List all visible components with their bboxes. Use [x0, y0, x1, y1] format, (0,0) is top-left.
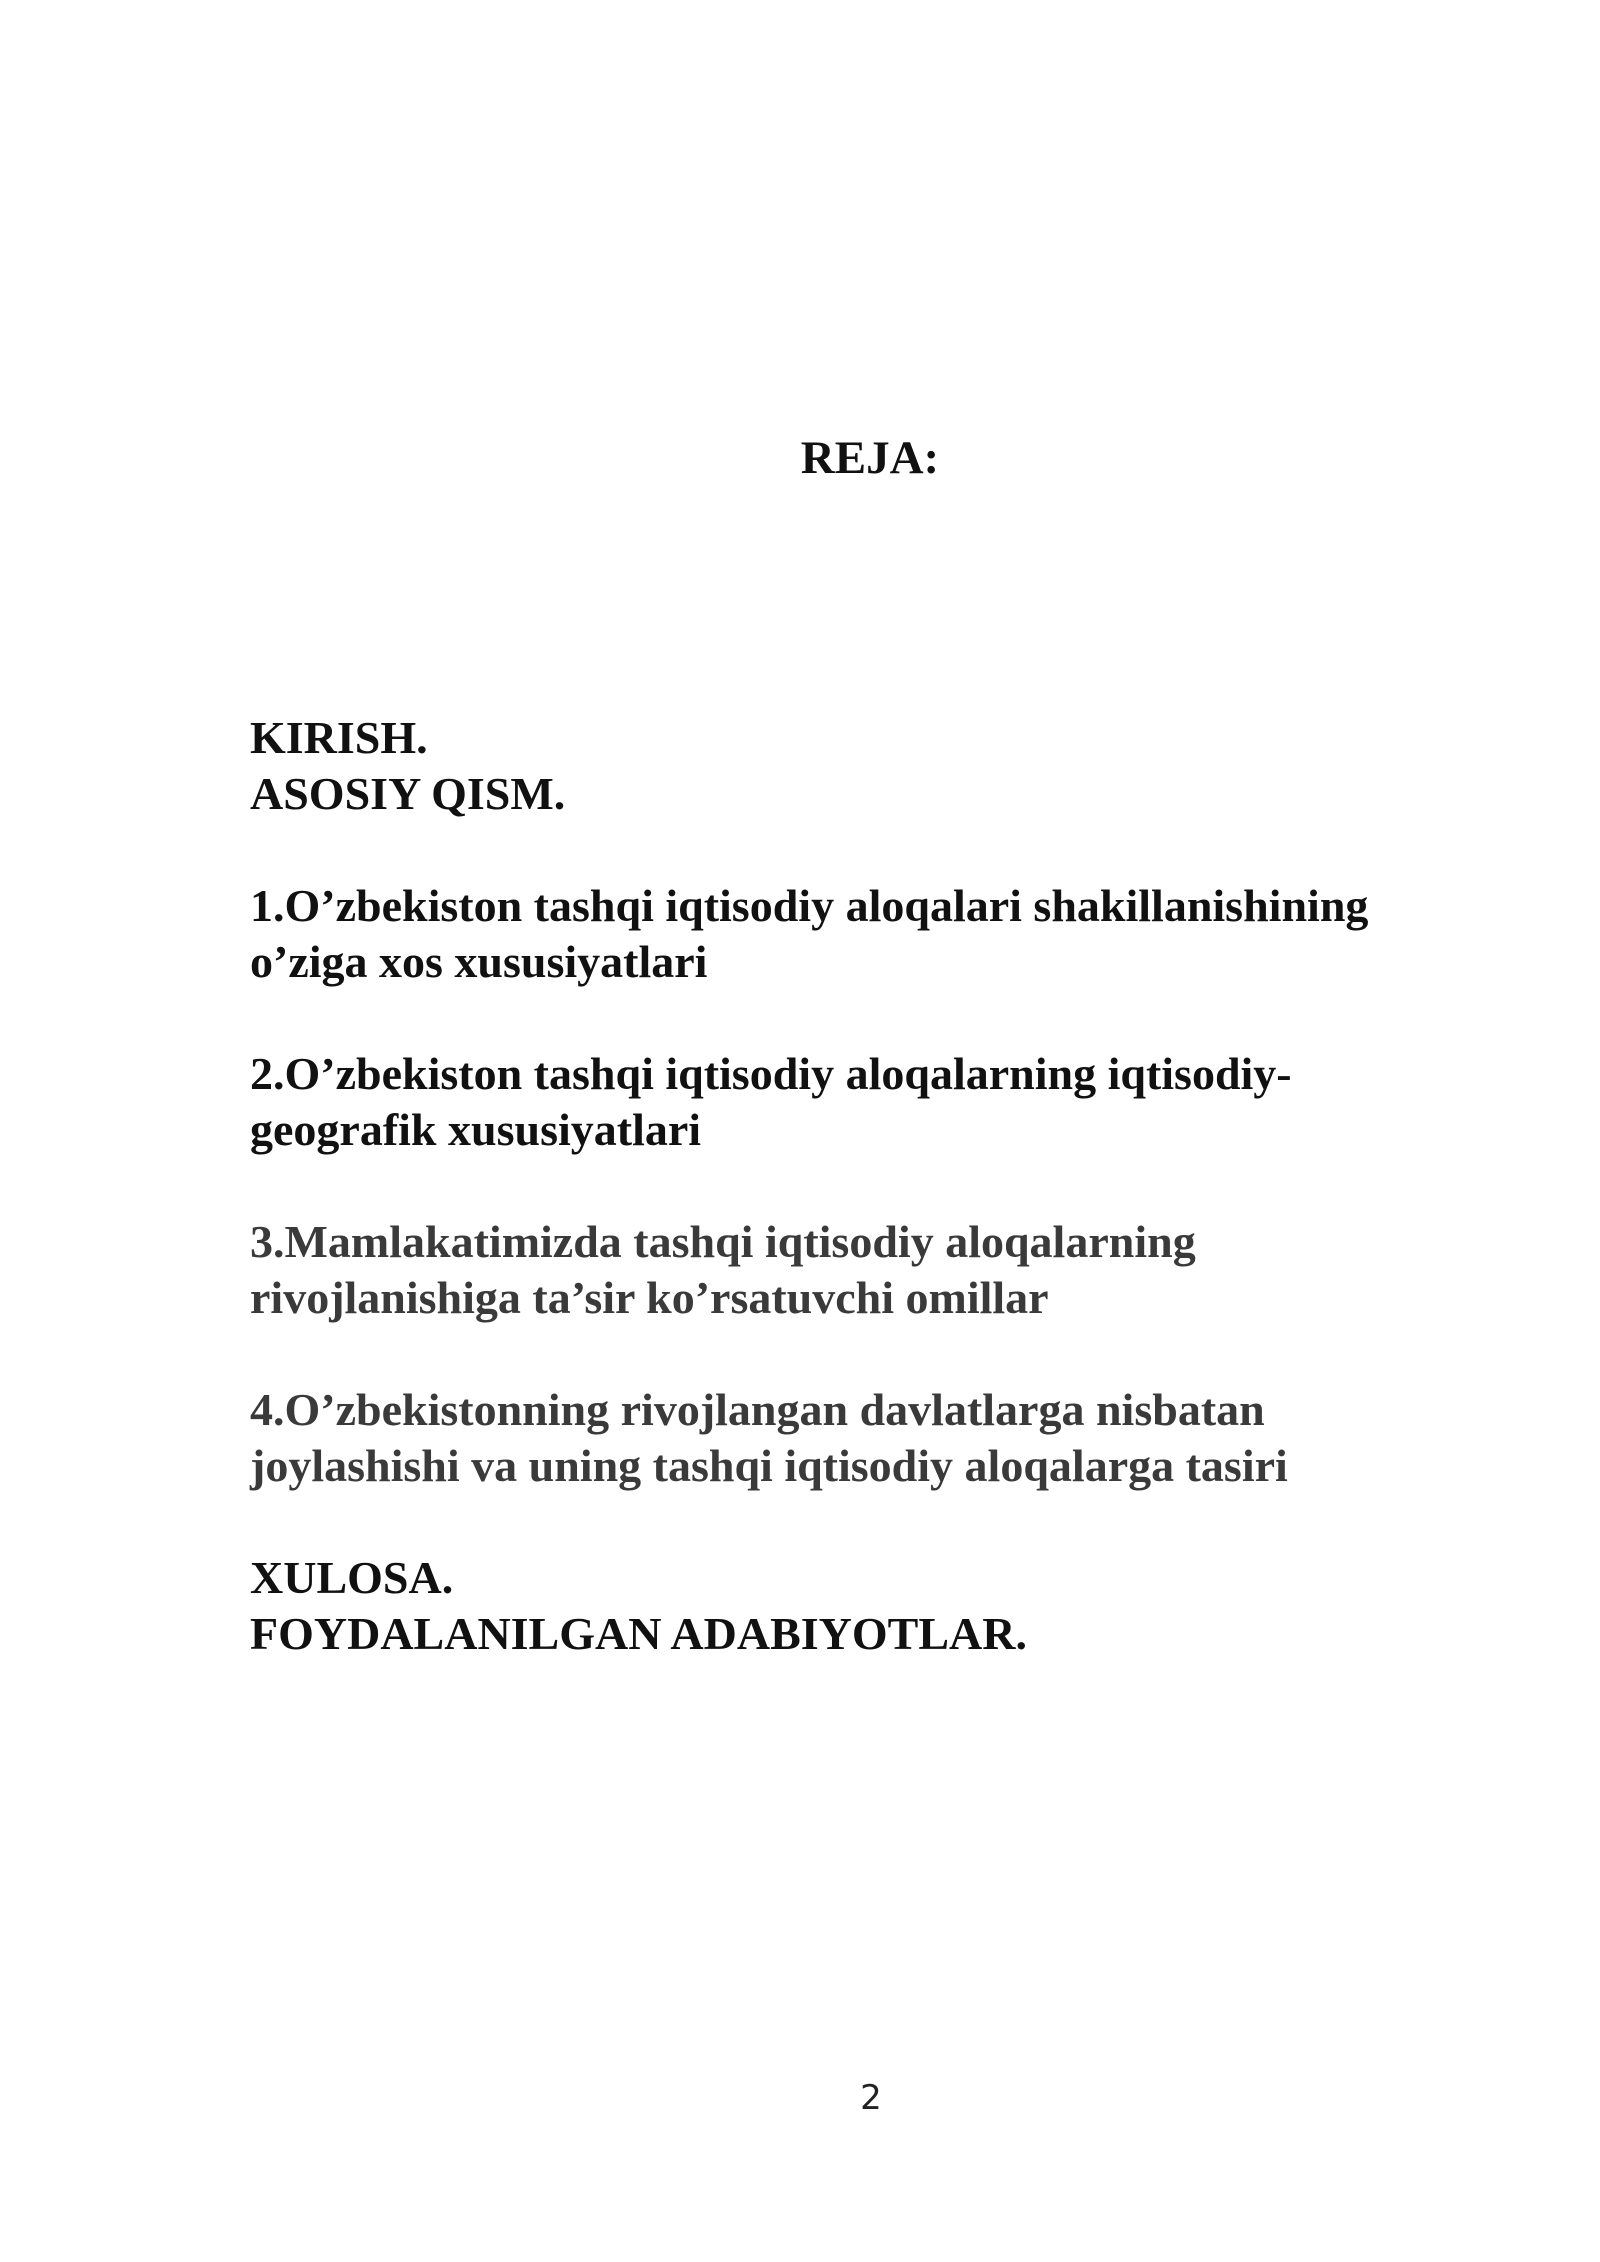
plan-item-4-line-1: 4.O’zbekistonning rivojlangan davlatlarga nisbatan: [250, 1384, 1265, 1435]
page-title: REJA:: [800, 432, 940, 484]
references-heading: FOYDALANILGAN ADABIYOTLAR.: [250, 1608, 1027, 1659]
spacer: [250, 822, 1450, 878]
plan-item-1-line-1: 1.O’zbekiston tashqi iqtisodiy aloqalari shakillanishining: [250, 880, 1369, 931]
intro-heading: KIRISH.: [250, 712, 428, 763]
plan-item-3-line-2: rivojlanishiga ta’sir ko’rsatuvchi omillar: [250, 1272, 1049, 1323]
plan-item-2: [250, 1046, 1450, 1158]
spacer: [250, 1494, 1450, 1550]
plan-item-3: [250, 1214, 1450, 1326]
plan-item-1: [250, 878, 1450, 990]
conclusion-heading: XULOSA.: [250, 1552, 454, 1603]
spacer: [250, 990, 1450, 1046]
main-part-heading: ASOSIY QISM.: [250, 768, 566, 819]
plan-item-4-line-2: joylashishi va uning tashqi iqtisodiy aloqalarga tasiri: [250, 1440, 1288, 1491]
plan-item-2-line-1: 2.O’zbekiston tashqi iqtisodiy aloqalarning iqtisodiy-: [250, 1048, 1292, 1099]
plan-item-3-line-1: 3.Mamlakatimizda tashqi iqtisodiy aloqalarning: [250, 1216, 1196, 1267]
plan-outline: [250, 710, 1450, 1662]
plan-item-4: [250, 1382, 1450, 1494]
spacer: [250, 1158, 1450, 1214]
plan-item-2-line-2: geografik xususiyatlari: [250, 1104, 702, 1155]
page-number: 2: [860, 2078, 882, 2118]
plan-item-1-line-2: o’ziga xos xususiyatlari: [250, 936, 708, 987]
spacer: [250, 1326, 1450, 1382]
